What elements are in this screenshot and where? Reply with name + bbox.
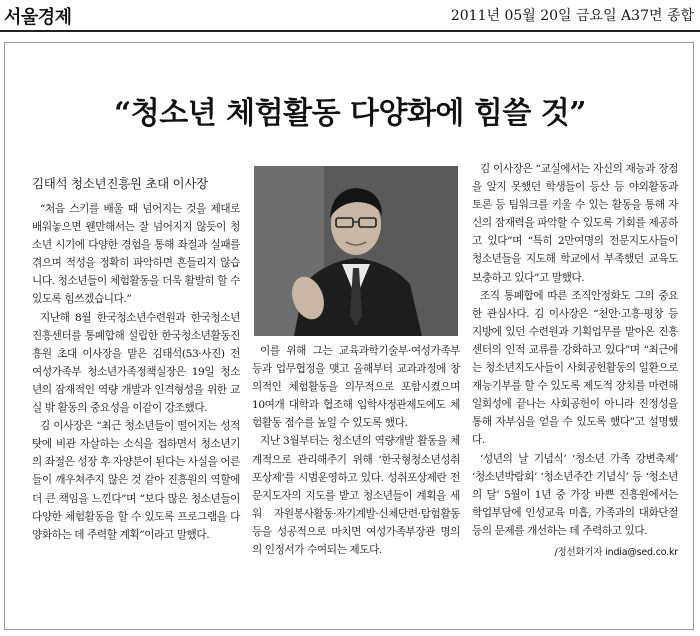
article-paragraph: 김 이사장은 “최근 청소년들이 떨어지는 성적 탓에 비관 자살하는 소식을 접하면서 청소년기의 좌절은 성장 후 자양분이 된다는 사실을 어른들이 깨우쳐주지 않은 것 같아 진흥원의 역할에 더 큰 책임을 느낀다”며 “보다 많은 청소년들이 다양한 체험활동을 할 수 있도록 프로그램을 다양화하는 데 주력할 계획”이라고 말했다. (32, 420, 240, 541)
reporter-credit: /정선화기자 india@sed.co.kr (554, 546, 678, 558)
article-paragraph: 조직 통폐합에 따른 조직안정화도 그의 중요한 관심사다. 김 이사장은 “천안·고흥·평창 등 지방에 있던 수련원과 기획업무를 맡아온 진흥센터의 인적 교류를 강화하고 있다”며 “최근에는 청소년지도사들이 사회공헌활동의 일환으로 재능기부를 할 수 있도록 제도적 장치를 마련해 일회성에 끝나는 사회공헌이 아니라 진정성을 통해 자부심을 얻을 수 있도록 했다”고 설명했다. (472, 289, 678, 447)
masthead-rule (0, 30, 700, 32)
article-paragraph: 김 이사장은 “교실에서는 자신의 재능과 장점을 알지 못했던 학생들이 등산 등 야외활동과 토론 등 팀워크를 키울 수 있는 활동을 통해 자신의 잠재력을 파악할 수 있도록 기회를 제공하고 있다”며 “특히 2만여명의 전문지도사들이 청소년들을 지도해 학교에서 부족했던 교육도 보충하고 있다”고 말했다. (472, 163, 678, 284)
article-paragraph: 이를 위해 그는 교육과학기술부·여성가족부 등과 업무협정을 맺고 올해부터 교과과정에 창의적인 체험활동을 의무적으로 포함시켰으며 10여개 대학과 협조해 입학사정관제도에도 체험활동 점수를 높일 수 있도록 했다. (252, 345, 460, 430)
article-paragraph: “처음 스키를 배울 때 넘어지는 것을 제대로 배워놓으면 웬만해서는 잘 넘어지지 않듯이 청소년 시기에 다양한 경험을 통해 좌절과 실패를 겪으며 적성을 정확히 파악하면 흔들리지 않습니다. 청소년들이 체험활동을 더욱 활발히 할 수 있도록 힘쓰겠습니다.” (32, 203, 240, 306)
article-paragraph: 지난해 8월 한국청소년수련원과 한국청소년진흥센터를 통폐합해 설립한 한국청소년활동진흥원 초대 이사장을 맡은 김태석(53·사진) 전 여성가족부 청소년가족정책실장은 19일 청소년의 잠재적인 역량 개발과 인격형성을 위한 교실 밖 활동의 중요성을 이같이 강조했다. (32, 311, 240, 415)
article-column-2 (252, 342, 460, 559)
article-byline: 김태석 청소년진흥원 초대 이사장 (32, 176, 208, 191)
article-column-3 (472, 160, 678, 562)
article-column-1 (32, 200, 240, 544)
article-paragraph: ‘성년의 날 기념식’ ‘청소년 가족 강변축제’ ‘청소년박람회’ ‘청소년주간 기념식’ 등 ‘청소년의 달’ 5월이 1년 중 가장 바쁜 진흥원에서는 학업부담에 인성교육 미흡, 가족과의 대화단절 등의 문제를 개선하는 데 주력하고 있다. (472, 452, 678, 537)
article-paragraph: 지난 3월부터는 청소년의 역량개발 활동을 체계적으로 관리해주기 위해 ‘한국형청소년성취포상제’를 시범운영하고 있다. 성취포상제란 전문지도자의 지도를 받고 청소년들이 계획을 세워 자원봉사활동·자기계발·신체단련·탐험활동 등을 성공적으로 마치면 여성가족부장관 명의의 인정서가 수여되는 제도다. (252, 435, 460, 557)
article-headline: “청소년 체험활동 다양화에 힘쓸 것” (113, 96, 586, 131)
masthead (0, 0, 700, 30)
portrait-photo (254, 166, 458, 336)
publication-dateline: 2011년 05월 20일 금요일 A37면 종합 (450, 8, 694, 24)
portrait-illustration (254, 166, 458, 336)
newspaper-name: 서울경제 (4, 7, 72, 28)
